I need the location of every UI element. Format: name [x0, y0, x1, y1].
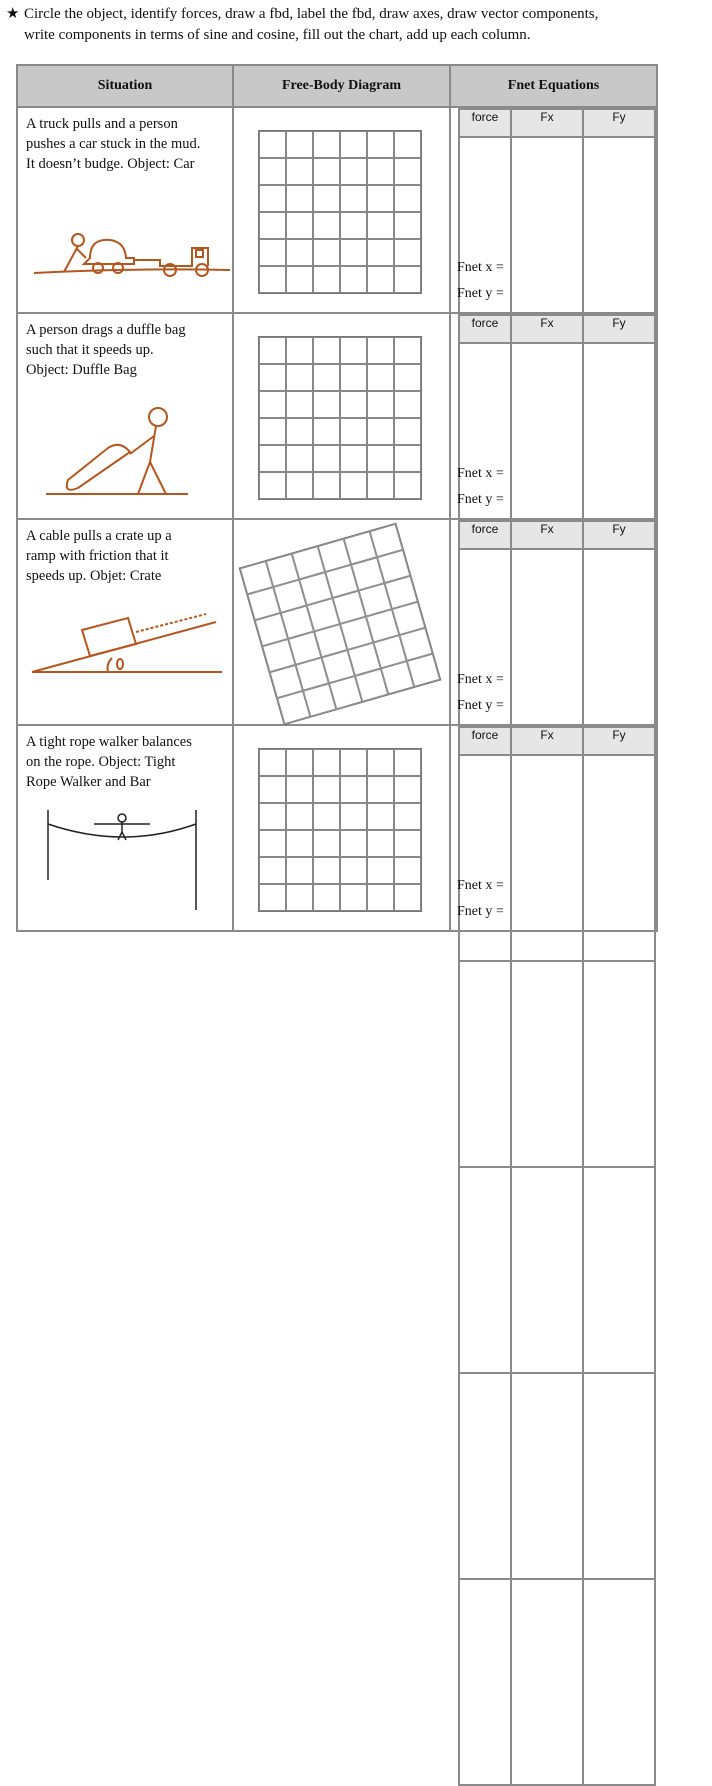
force-header-force: force	[459, 727, 511, 755]
grid-cell	[286, 776, 313, 803]
grid-cell	[367, 776, 394, 803]
force-header-fy: Fy	[583, 109, 655, 137]
fbd-grid[interactable]	[258, 130, 422, 294]
header-fbd: Free-Body Diagram	[233, 65, 450, 107]
force-header-fx: Fx	[511, 727, 583, 755]
situation-cell	[17, 519, 233, 725]
grid-cell	[313, 776, 340, 803]
grid-cell	[394, 418, 421, 445]
instruction-line-1: Circle the object, identify forces, draw a fbd, label the fbd, draw axes, draw vector components,	[24, 6, 599, 22]
grid-cell	[367, 391, 394, 418]
grid-cell	[259, 857, 286, 884]
car-truck-sketch	[30, 218, 230, 278]
grid-cell	[394, 185, 421, 212]
grid-cell	[367, 212, 394, 239]
force-cell[interactable]	[459, 1579, 511, 1785]
force-header-fx: Fx	[511, 109, 583, 137]
grid-cell	[313, 857, 340, 884]
grid-cell	[394, 364, 421, 391]
grid-cell	[286, 131, 313, 158]
star-icon: ★	[6, 6, 20, 22]
force-cell[interactable]	[511, 1373, 583, 1579]
grid-cell	[340, 131, 367, 158]
situation-cell	[17, 313, 233, 519]
grid-cell	[286, 158, 313, 185]
force-cell[interactable]	[583, 961, 655, 1167]
force-cell[interactable]	[459, 1167, 511, 1373]
grid-cell	[340, 337, 367, 364]
header-situation: Situation	[17, 65, 233, 107]
fnet-y-label: Fnet y =	[457, 698, 504, 713]
grid-cell	[286, 239, 313, 266]
grid-cell	[394, 830, 421, 857]
force-row	[459, 1579, 655, 1785]
tightrope-walker-sketch	[34, 810, 224, 910]
situation-cell	[17, 107, 233, 313]
force-header-fx: Fx	[511, 315, 583, 343]
situation-cell	[17, 725, 233, 931]
grid-cell	[367, 266, 394, 293]
grid-cell	[340, 749, 367, 776]
grid-cell	[340, 857, 367, 884]
force-row	[459, 1373, 655, 1579]
grid-cell	[394, 391, 421, 418]
force-cell[interactable]	[459, 1373, 511, 1579]
grid-cell	[313, 337, 340, 364]
grid-cell	[259, 830, 286, 857]
situation-row	[17, 107, 657, 313]
grid-cell	[259, 266, 286, 293]
grid-cell	[313, 364, 340, 391]
grid-cell	[367, 185, 394, 212]
fnet-y-label: Fnet y =	[457, 286, 504, 301]
force-cell[interactable]	[459, 755, 511, 961]
grid-cell	[340, 391, 367, 418]
force-header-force: force	[459, 521, 511, 549]
grid-cell	[259, 364, 286, 391]
grid-cell	[394, 445, 421, 472]
fnet-x-label: Fnet x =	[457, 878, 504, 893]
grid-cell	[286, 418, 313, 445]
grid-cell	[259, 749, 286, 776]
instructions	[6, 4, 706, 46]
force-row	[459, 961, 655, 1167]
grid-cell	[286, 212, 313, 239]
grid-cell	[367, 445, 394, 472]
grid-cell	[313, 749, 340, 776]
situation-text: A tight rope walker balances on the rope. Object: Tight Rope Walker and Bar	[26, 734, 192, 790]
grid-cell	[313, 418, 340, 445]
force-header-force: force	[459, 109, 511, 137]
grid-cell	[367, 239, 394, 266]
worksheet-table	[16, 64, 658, 932]
fbd-grid[interactable]	[258, 336, 422, 500]
grid-cell	[259, 131, 286, 158]
fnet-x-label: Fnet x =	[457, 466, 504, 481]
grid-cell	[286, 185, 313, 212]
header-fnet: Fnet Equations	[450, 65, 657, 107]
grid-cell	[367, 158, 394, 185]
grid-cell	[259, 884, 286, 911]
force-cell[interactable]	[511, 755, 583, 961]
grid-cell	[367, 337, 394, 364]
situation-text: A person drags a duffle bag such that it speeds up. Object: Duffle Bag	[26, 322, 186, 378]
grid-cell	[394, 266, 421, 293]
grid-cell	[340, 158, 367, 185]
grid-cell	[286, 884, 313, 911]
force-header-fy: Fy	[583, 727, 655, 755]
grid-cell	[367, 857, 394, 884]
duffle-bag-sketch	[38, 402, 198, 502]
grid-cell	[286, 337, 313, 364]
grid-cell	[367, 803, 394, 830]
grid-cell	[286, 445, 313, 472]
fnet-y-label: Fnet y =	[457, 904, 504, 919]
grid-cell	[394, 884, 421, 911]
force-cell[interactable]	[459, 961, 511, 1167]
grid-cell	[259, 803, 286, 830]
force-cell[interactable]	[583, 1167, 655, 1373]
grid-cell	[394, 749, 421, 776]
grid-cell	[313, 131, 340, 158]
force-header-fy: Fy	[583, 521, 655, 549]
grid-cell	[313, 266, 340, 293]
grid-cell	[313, 391, 340, 418]
fbd-cell[interactable]	[233, 725, 450, 931]
grid-cell	[259, 418, 286, 445]
fnet-y-label: Fnet y =	[457, 492, 504, 507]
grid-cell	[340, 185, 367, 212]
situation-text: A truck pulls and a person pushes a car stuck in the mud. It doesn’t budge. Object: Car	[26, 116, 201, 172]
grid-cell	[340, 418, 367, 445]
force-header-fx: Fx	[511, 521, 583, 549]
grid-cell	[259, 472, 286, 499]
force-cell[interactable]	[511, 961, 583, 1167]
fbd-grid[interactable]	[239, 523, 442, 726]
grid-cell	[286, 830, 313, 857]
fnet-cell	[450, 519, 657, 725]
grid-cell	[259, 185, 286, 212]
grid-cell	[259, 239, 286, 266]
grid-cell	[367, 364, 394, 391]
grid-cell	[340, 884, 367, 911]
grid-cell	[259, 212, 286, 239]
grid-cell	[313, 472, 340, 499]
grid-cell	[313, 803, 340, 830]
instruction-line-2: write components in terms of sine and cosine, fill out the chart, add up each column.	[24, 27, 531, 43]
grid-cell	[313, 212, 340, 239]
fbd-cell[interactable]	[233, 107, 450, 313]
situation-row	[17, 519, 657, 725]
grid-cell	[259, 337, 286, 364]
force-row	[459, 755, 655, 961]
grid-cell	[259, 391, 286, 418]
grid-cell	[259, 158, 286, 185]
fnet-x-label: Fnet x =	[457, 260, 504, 275]
grid-cell	[367, 749, 394, 776]
grid-cell	[313, 884, 340, 911]
grid-cell	[367, 830, 394, 857]
force-cell[interactable]	[583, 1373, 655, 1579]
grid-cell	[286, 266, 313, 293]
grid-cell	[286, 803, 313, 830]
grid-cell	[313, 445, 340, 472]
force-header-force: force	[459, 315, 511, 343]
grid-cell	[340, 803, 367, 830]
grid-cell	[286, 857, 313, 884]
grid-cell	[394, 337, 421, 364]
grid-cell	[394, 803, 421, 830]
fbd-cell[interactable]	[233, 519, 450, 725]
force-cell[interactable]	[511, 1167, 583, 1373]
grid-cell	[367, 884, 394, 911]
grid-cell	[286, 749, 313, 776]
grid-cell	[313, 239, 340, 266]
situation-text: A cable pulls a crate up a ramp with friction that it speeds up. Objet: Crate	[26, 528, 172, 584]
grid-cell	[394, 472, 421, 499]
grid-cell	[340, 445, 367, 472]
force-cell[interactable]	[583, 1579, 655, 1785]
grid-cell	[340, 239, 367, 266]
grid-cell	[394, 857, 421, 884]
grid-cell	[367, 131, 394, 158]
grid-cell	[340, 364, 367, 391]
force-row	[459, 1167, 655, 1373]
force-header-fy: Fy	[583, 315, 655, 343]
situation-row	[17, 725, 657, 931]
grid-cell	[286, 391, 313, 418]
force-cell[interactable]	[511, 1579, 583, 1785]
grid-cell	[367, 418, 394, 445]
fnet-x-label: Fnet x =	[457, 672, 504, 687]
situation-row	[17, 313, 657, 519]
grid-cell	[286, 364, 313, 391]
force-cell[interactable]	[583, 755, 655, 961]
fbd-grid[interactable]	[258, 748, 422, 912]
grid-cell	[340, 830, 367, 857]
grid-cell	[407, 654, 440, 687]
fnet-cell	[450, 313, 657, 519]
grid-cell	[340, 266, 367, 293]
fbd-cell[interactable]	[233, 313, 450, 519]
grid-cell	[340, 776, 367, 803]
grid-cell	[313, 185, 340, 212]
grid-cell	[340, 212, 367, 239]
grid-cell	[394, 776, 421, 803]
grid-cell	[394, 239, 421, 266]
grid-cell	[394, 158, 421, 185]
grid-cell	[340, 472, 367, 499]
grid-cell	[394, 212, 421, 239]
ramp-crate-sketch	[26, 600, 226, 680]
fnet-cell	[450, 107, 657, 313]
grid-cell	[259, 776, 286, 803]
grid-cell	[313, 158, 340, 185]
grid-cell	[394, 131, 421, 158]
grid-cell	[313, 830, 340, 857]
grid-cell	[259, 445, 286, 472]
grid-cell	[367, 472, 394, 499]
fnet-cell	[450, 725, 657, 931]
grid-cell	[286, 472, 313, 499]
